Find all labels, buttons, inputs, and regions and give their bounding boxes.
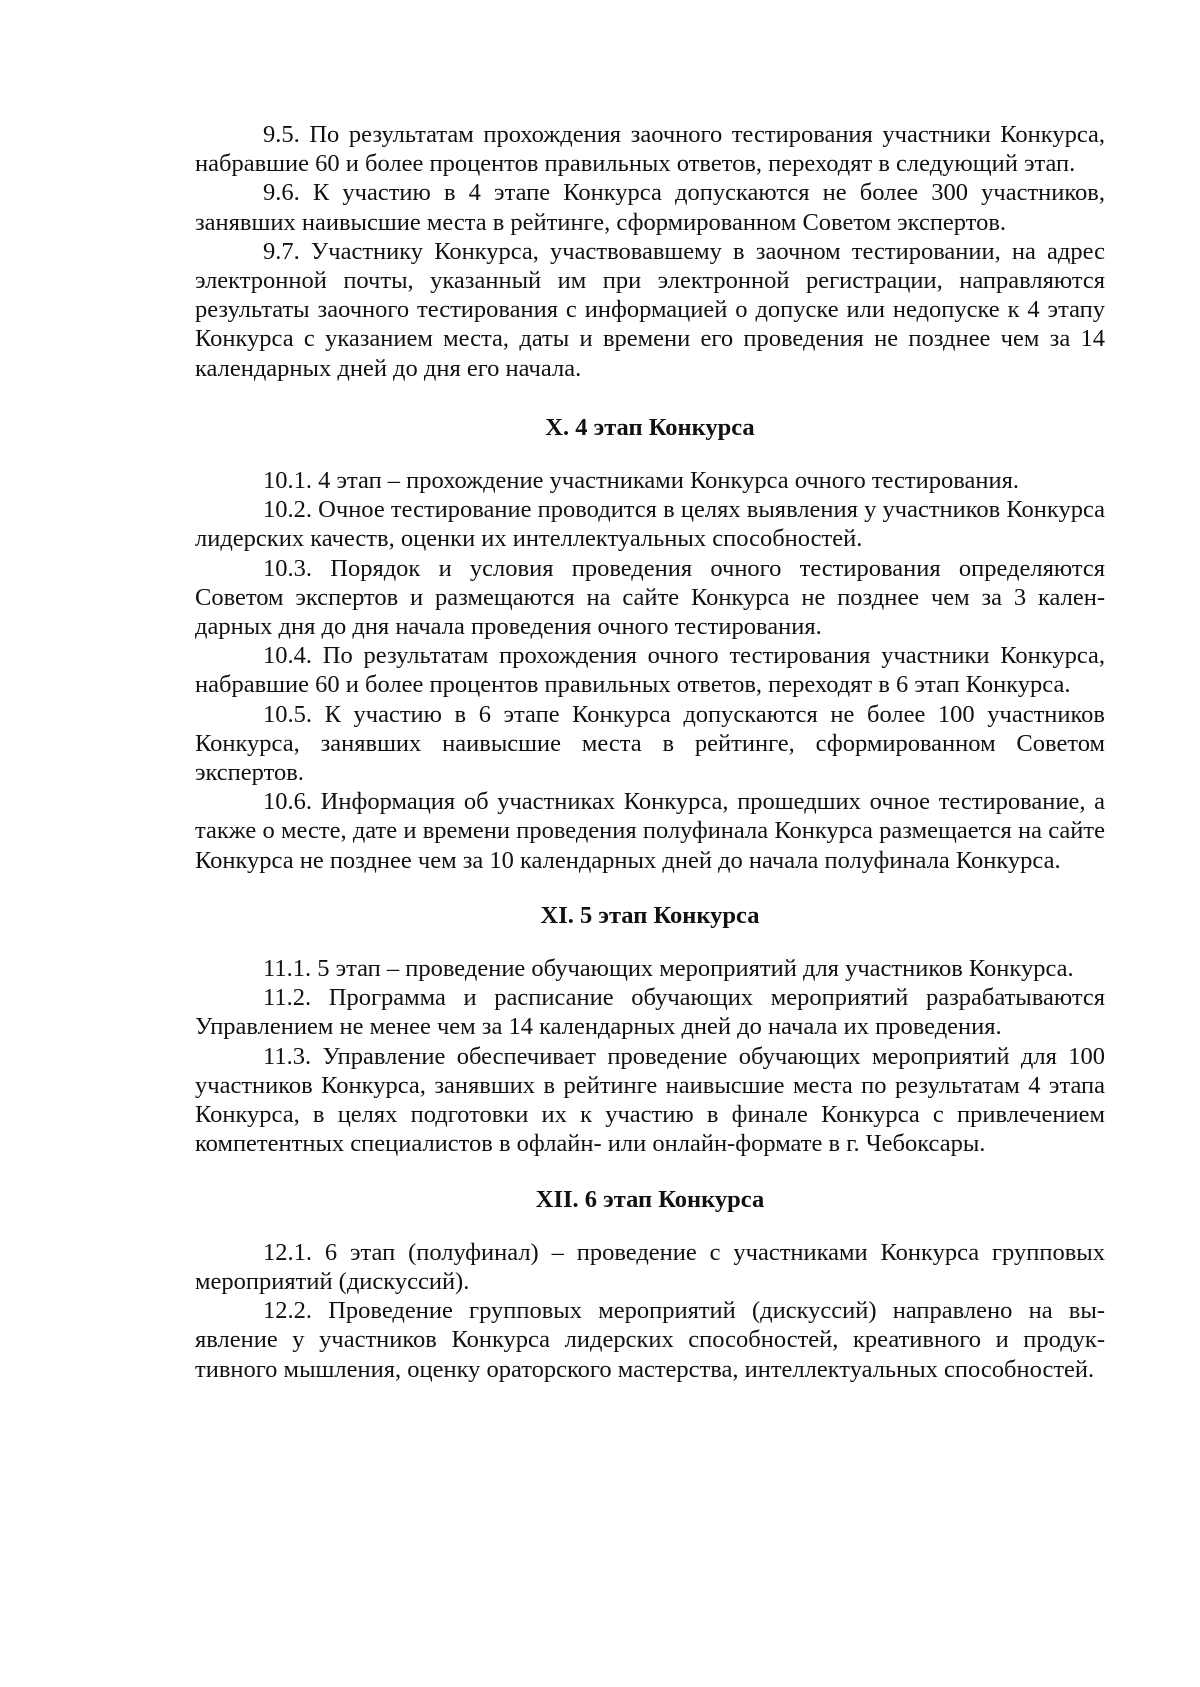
section-heading-xii: XII. 6 этап Конкурса (535, 1185, 765, 1213)
paragraph-9-6: 9.6. К участию в 4 этапе Конкурса допускаются не более 300 участников, занявших наивысшие места в рейтинге, сформированном Советом экспертов. (195, 179, 1105, 236)
paragraph-10-3: 10.3. Порядок и условия проведения очного тестирования определяются Советом экспертов и размещаются на сайте Конкурса не позднее чем за 3 календарных дня до дня начала проведения очного тестирования. (195, 554, 1105, 641)
paragraph-12-2: 12.2. Проведение групповых мероприятий (дискуссий) направлено на выявление у участников Конкурса лидерских способностей, креативного и продуктивного мышления, оценку ораторского мастерства, интеллектуальных способностей. (195, 1297, 1105, 1383)
paragraph-11-1: 11.1. 5 этап – проведение обучающих мероприятий для участников Конкурса. (263, 955, 1074, 983)
section-intro (195, 120, 1105, 383)
section-x (195, 413, 1105, 875)
paragraph-10-4: 10.4. По результатам прохождения очного тестирования участники Конкурса, набравшие 60 и более процентов правильных ответов, переходят в 6 этап Конкурса. (195, 642, 1105, 699)
paragraph-10-5: 10.5. К участию в 6 этапе Конкурса допускаются не более 100 участников Конкурса, занявших наивысшие места в рейтинге, сформированном Советом экспертов. (195, 700, 1105, 787)
section-xi (195, 901, 1105, 1159)
paragraph-11-2: 11.2. Программа и расписание обучающих мероприятий разрабатываются Управлением не менее чем за 14 календарных дней до начала их проведения. (195, 984, 1105, 1041)
paragraph-11-3: 11.3. Управление обеспечивает проведение обучающих мероприятий для 100 участников Конкурса, занявших в рейтинге наивысшие места по результатам 4 этапа Конкурса, в целях подготовки их к участию в финале Конкурса с привлечением компетентных специалистов в офлайн- или онлайн-формате в г. Чебоксары. (195, 1042, 1105, 1158)
paragraph-10-2: 10.2. Очное тестирование проводится в целях выявления у участников Конкурса лидерских качеств, оценки их интеллектуальных способностей. (195, 496, 1105, 553)
paragraph-9-5: 9.5. По результатам прохождения заочного тестирования участники Конкурса, набравшие 60 и более процентов правильных ответов, переходят в следующий этап. (195, 121, 1105, 178)
paragraph-10-1: 10.1. 4 этап – прохождение участниками Конкурса очного тестирования. (263, 467, 1019, 495)
paragraph-10-6: 10.6. Информация об участниках Конкурса, прошедших очное тестирование, а также о месте, дате и времени проведения полуфинала Конкурса размещается на сайте Конкурса не позднее чем за 10 календарных дней до начала полуфинала Конкурса. (195, 788, 1105, 874)
paragraph-12-1: 12.1. 6 этап (полуфинал) – проведение с участниками Конкурса групповых мероприятий (дискуссий). (195, 1238, 1105, 1295)
document-body (195, 120, 1105, 1384)
section-heading-x: X. 4 этап Конкурса (545, 413, 755, 441)
section-xii (195, 1185, 1105, 1384)
section-heading-xi: XI. 5 этап Конкурса (540, 901, 760, 929)
paragraph-9-7: 9.7. Участнику Конкурса, участвовавшему в заочном тестировании, на адрес электронной почты, указанный им при электронной регистрации, направляются результаты заочного тестирования с информацией о допуске или недопуске к 4 этапу Конкурса с указанием места, даты и времени его проведения не позднее чем за 14 календарных дней до дня его начала. (195, 237, 1105, 382)
